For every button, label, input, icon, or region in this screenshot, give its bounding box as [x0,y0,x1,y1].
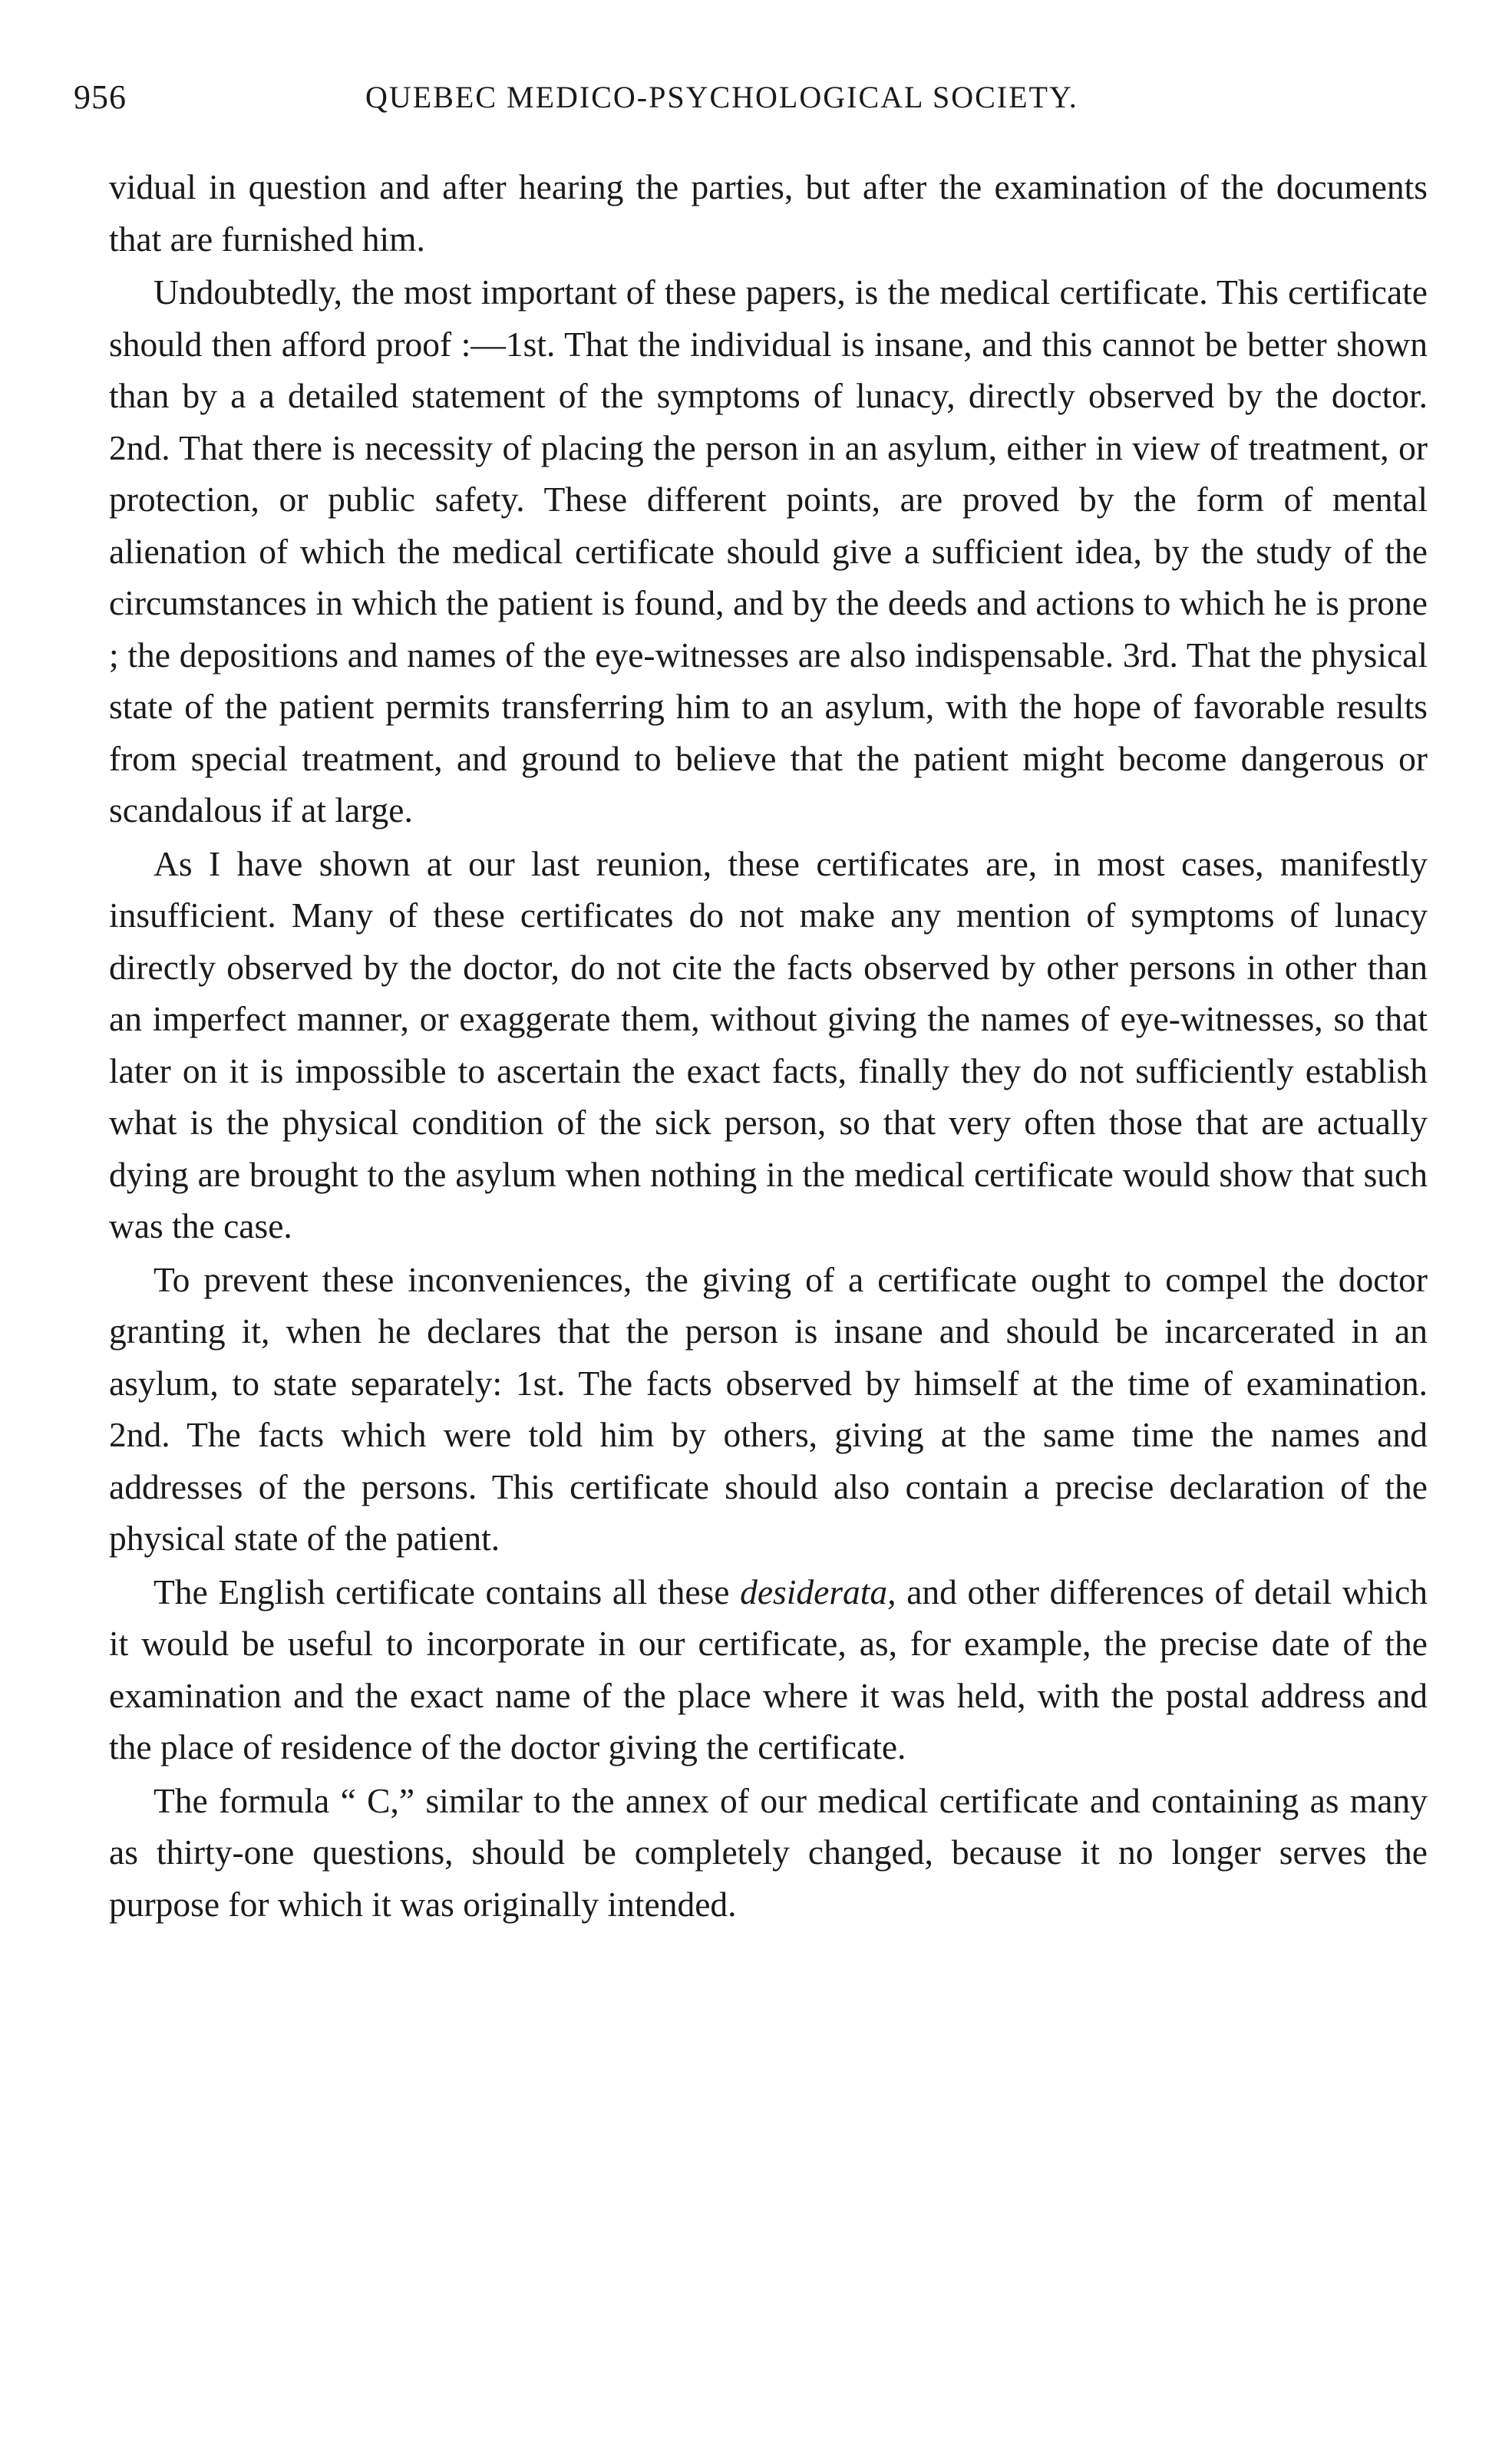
running-head [74,71,1240,124]
paragraph-english-certificate-end: and other differences of detail which it would be useful to incorporate in our certificate, as, for example, the precise date of the examination and the exact name of the place where it was held, with the postal address and the place of residence of the doctor giving the certificate. [109,1572,1428,1766]
paragraph-formula-c: The formula “ C,” similar to the annex of our medical certificate and containing as many as thirty-one questions, should be completely changed, because it no longer serves the purpose for which it was originally intended. [109,1780,1428,1924]
paragraph-prevent-inconveniences: To prevent these inconveniences, the giving of a certificate ought to compel the doctor granting it, when he declares that the person is insane and should be incarcerated in an asylum, to state separately: 1st. The facts observed by himself at the time of examination. 2nd. The facts which were told him by others, giving at the same time the names and addresses of the persons. This certificate should also contain a precise declaration of the physical state of the patient. [109,1259,1428,1558]
paragraph-medical-certificate: Undoubtedly, the most important of these papers, is the medical certificate. This certificate should then afford proof :—1st. That the individual is insane, and this cannot be better shown than by a a detailed statement of the symptoms of lunacy, directly observed by the doctor. 2nd. That there is necessity of placing the person in an asylum, either in view of treatment, or protection, or public safety. These different points, are proved by the form of mental alienation of which the medical certificate should give a sufficient idea, by the study of the circumstances in which the patient is found, and by the deeds and actions to which he is prone ; the depositions and names of the eye-witnesses are also indispensable. 3rd. That the physical state of the patient permits transferring him to an asylum, with the hope of favorable results from special treatment, and ground to believe that the patient might become dangerous or scandalous if at large. [109,272,1428,830]
running-title: QUEBEC MEDICO-PSYCHOLOGICAL SOCIETY. [365,80,1078,114]
paragraph-insufficient-certificates: As I have shown at our last reunion, these certificates are, in most cases, manifestly insufficient. Many of these certificates do not make any mention of symptoms of lunacy directly observed by the doctor, do not cite the facts observed by other persons in other than an imperfect manner, or exaggerate them, without giving the names of eye-witnesses, so that later on it is impossible to ascertain the exact facts, finally they do not sufficiently establish what is the physical condition of the sick person, so that very often those that are actually dying are brought to the asylum when nothing in the medical certificate would show that such was the case. [109,843,1428,1245]
paragraph-english-certificate-start: The English certificate contains all these [154,1572,741,1611]
paragraph-english-certificate [109,1566,1428,1773]
italic-term-desiderata: desiderata, [740,1572,896,1611]
page-number: 956 [74,78,127,116]
paragraph-continuation: vidual in question and after hearing the parties, but after the examination of the documents that are furnished him. [109,167,1428,259]
body-text [109,161,1428,1930]
